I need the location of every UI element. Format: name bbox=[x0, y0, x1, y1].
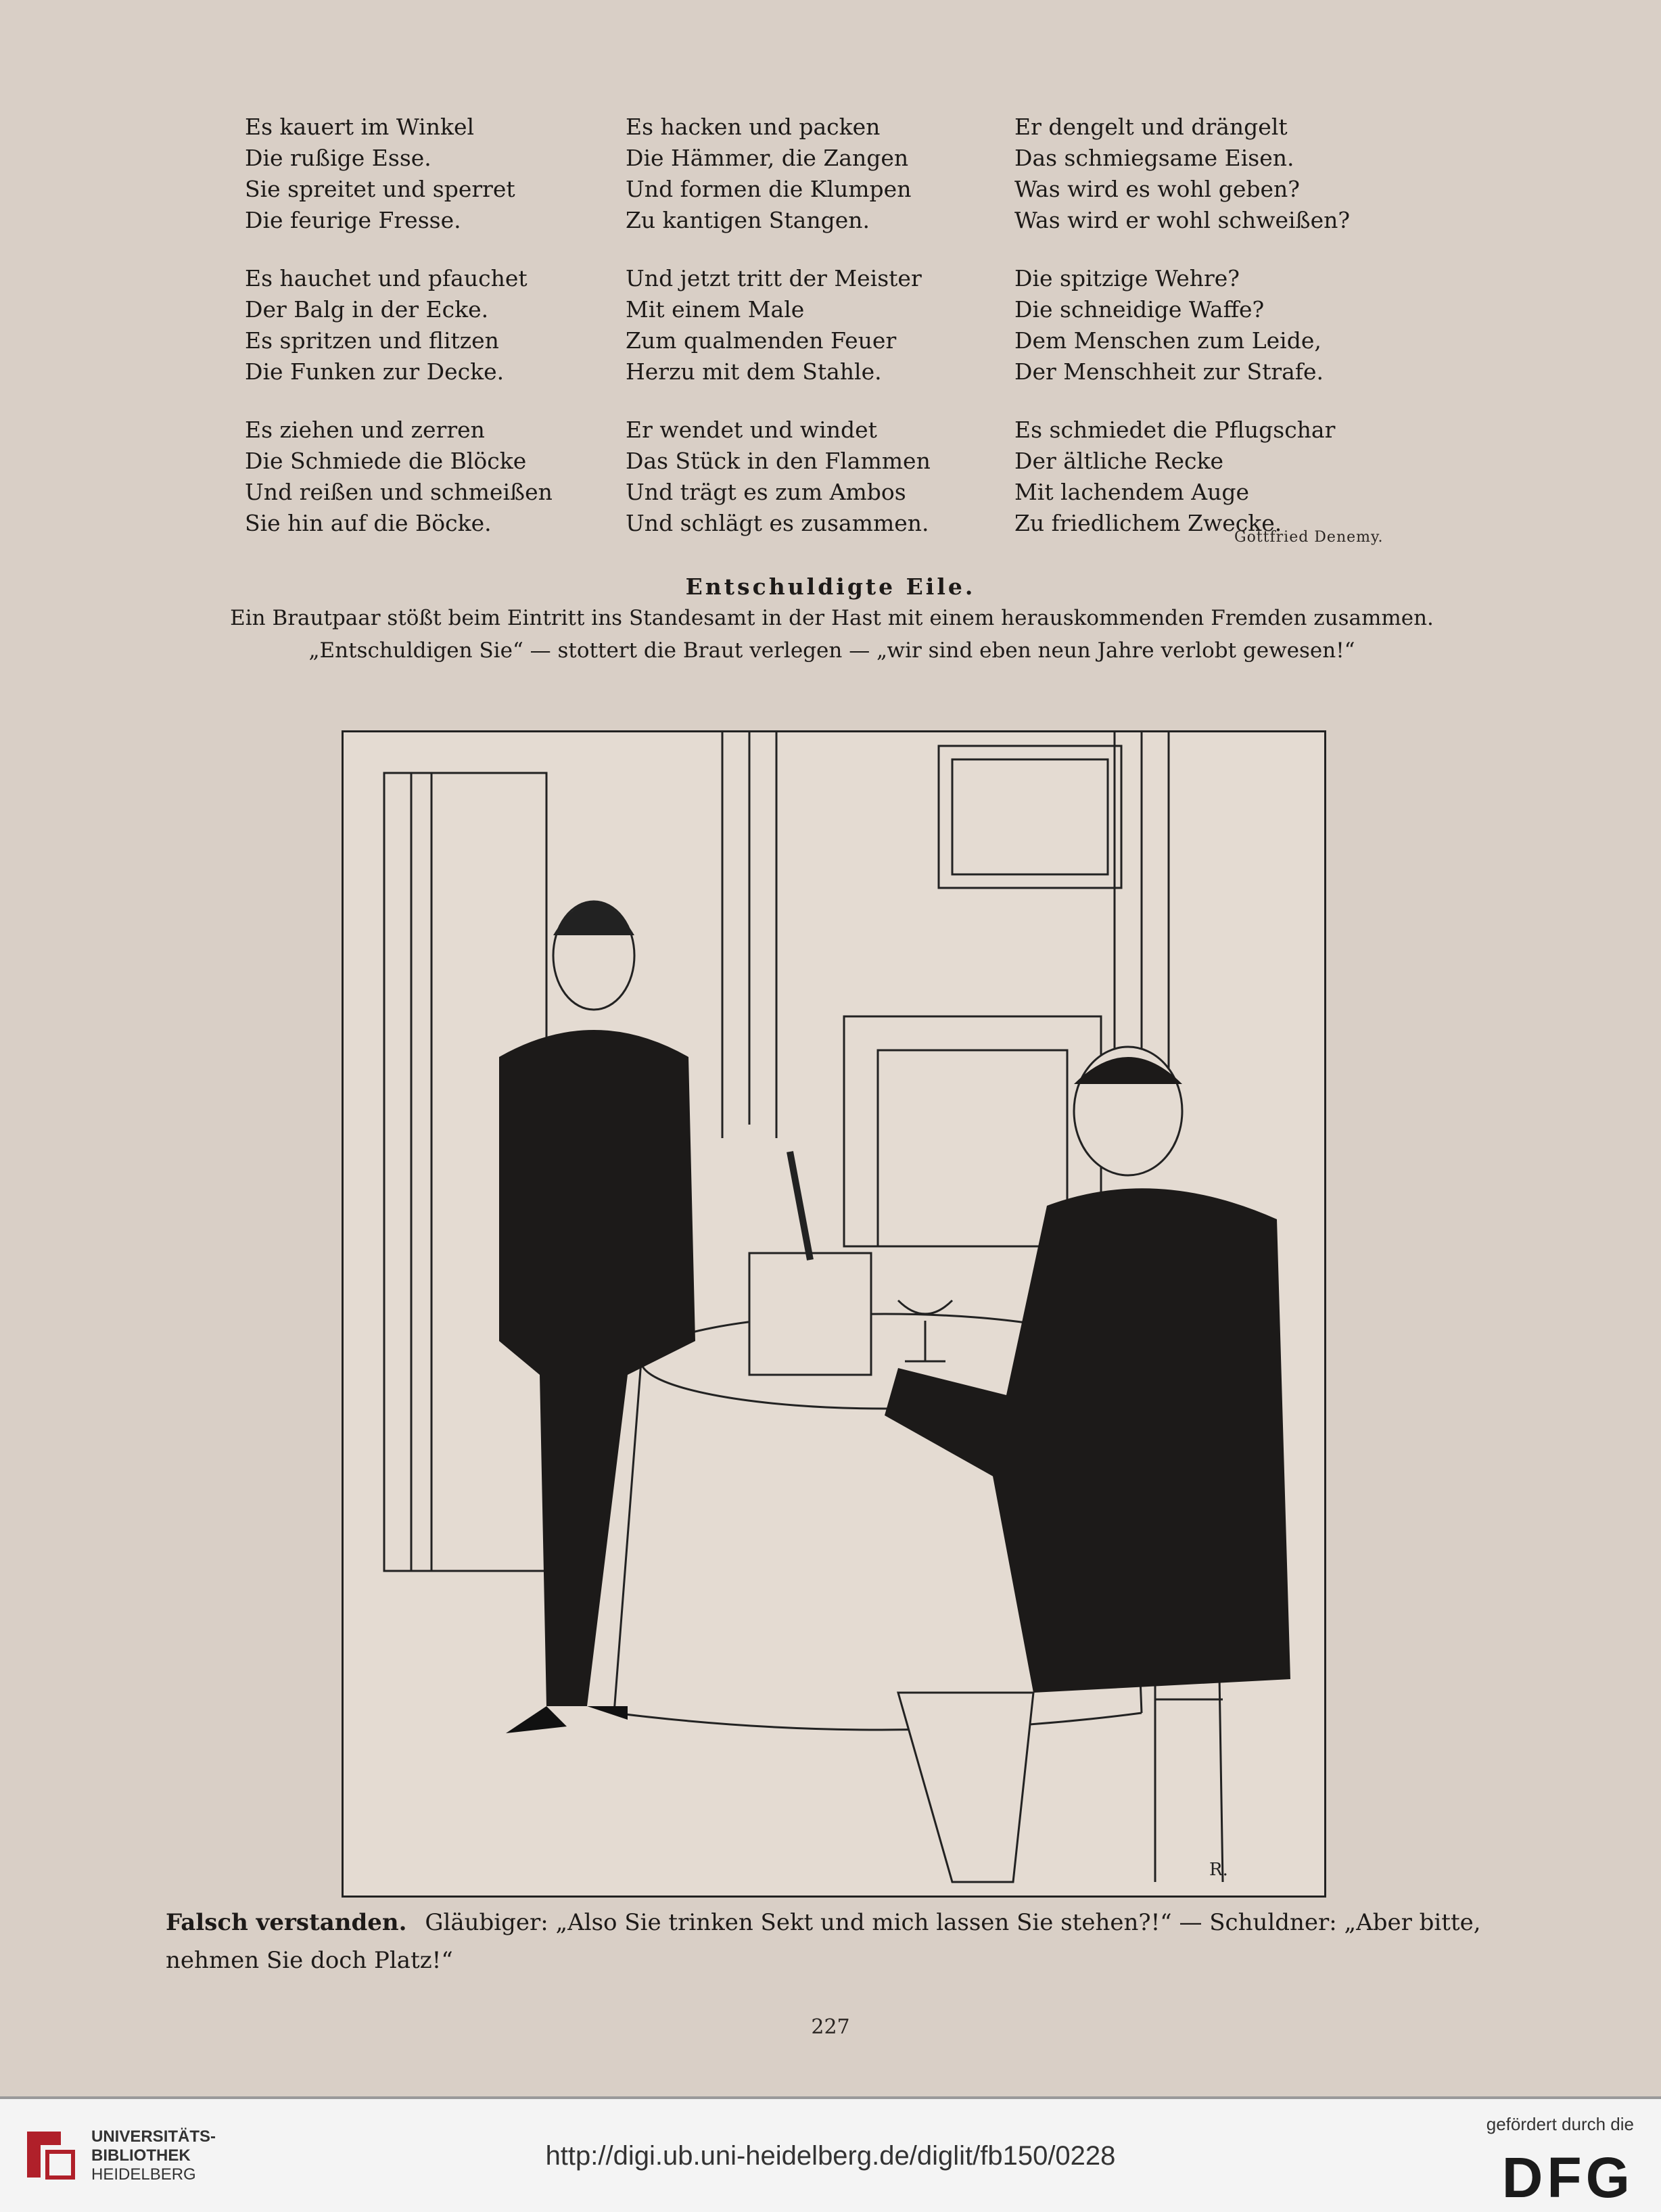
poem-line: Und reißen und schmeißen bbox=[245, 479, 553, 505]
library-name-line: UNIVERSITÄTS- bbox=[91, 2127, 216, 2146]
poem-stanza bbox=[626, 263, 931, 387]
library-name-line: HEIDELBERG bbox=[91, 2165, 196, 2184]
poem-line: Der Balg in der Ecke. bbox=[245, 296, 489, 323]
caption-lead: Falsch verstanden. bbox=[166, 1909, 407, 1936]
poem-stanza bbox=[1014, 263, 1350, 387]
poem-line: Die Funken zur Decke. bbox=[245, 358, 505, 385]
poem-line: Mit einem Male bbox=[626, 296, 805, 323]
poem-line: Zu kantigen Stangen. bbox=[626, 207, 870, 233]
poem-line: Es ziehen und zerren bbox=[245, 417, 485, 443]
poem-stanza bbox=[245, 415, 553, 539]
champagne-bucket bbox=[749, 1253, 871, 1375]
poem-line: Die Hämmer, die Zangen bbox=[626, 145, 909, 171]
poem-line: Was wird es wohl geben? bbox=[1014, 176, 1300, 202]
viewer-footer bbox=[0, 2096, 1661, 2212]
poem-line: Herzu mit dem Stahle. bbox=[626, 358, 882, 385]
poem-line: Der ältliche Recke bbox=[1014, 448, 1223, 474]
permalink-url[interactable]: http://digi.ub.uni-heidelberg.de/diglit/fb150/0228 bbox=[545, 2141, 1116, 2171]
poem-line: Es hacken und packen bbox=[626, 114, 881, 140]
seated-man bbox=[885, 1047, 1290, 1882]
poem-line: Und formen die Klumpen bbox=[626, 176, 912, 202]
poem-column-1 bbox=[245, 112, 553, 566]
poem-line: Dem Menschen zum Leide, bbox=[1014, 327, 1321, 354]
poem-line: Mit lachendem Auge bbox=[1014, 479, 1250, 505]
poem-column-3 bbox=[1014, 112, 1350, 566]
poem-line: Sie hin auf die Böcke. bbox=[245, 510, 492, 536]
dfg-logo: DFG bbox=[1501, 2146, 1634, 2209]
caption-text: Gläubiger: „Also Sie trinken Sekt und mich lassen Sie stehen?!“ — Schuldner: „Aber bitte, nehmen Sie doch Platz!“ bbox=[166, 1909, 1481, 1974]
anecdote-text: Ein Brautpaar stößt beim Eintritt ins Standesamt in der Hast mit einem herauskommenden Fremden zusammen. „Entschuldigen Sie“ — stottert die Braut verlegen — „wir sind eben neun Jahre verlobt gewesen!“ bbox=[230, 606, 1434, 663]
poem-stanza bbox=[245, 112, 553, 236]
poem-line: Er wendet und windet bbox=[626, 417, 877, 443]
cartoon-caption bbox=[166, 1904, 1532, 1979]
poem-column-2 bbox=[626, 112, 931, 566]
cartoon-illustration bbox=[342, 730, 1326, 1898]
poem-author: Gottfried Denemy. bbox=[1234, 529, 1384, 546]
poem-line: Die feurige Fresse. bbox=[245, 207, 461, 233]
poem-line: Die spitzige Wehre? bbox=[1014, 265, 1240, 291]
poem-line: Das schmiegsame Eisen. bbox=[1014, 145, 1294, 171]
poem-line: Er dengelt und drängelt bbox=[1014, 114, 1288, 140]
poem-line: Und schlägt es zusammen. bbox=[626, 510, 929, 536]
anecdote-title: Entschuldigte Eile. bbox=[685, 573, 976, 600]
poem-line: Zu friedlichem Zwecke. bbox=[1014, 510, 1282, 536]
poem-line: Und trägt es zum Ambos bbox=[626, 479, 906, 505]
cartoon-drawing bbox=[344, 732, 1324, 1896]
poem-line: Die schneidige Waffe? bbox=[1014, 296, 1265, 323]
poem-line: Es spritzen und flitzen bbox=[245, 327, 499, 354]
poem-line: Die Schmiede die Blöcke bbox=[245, 448, 527, 474]
poem-line: Sie spreitet und sperret bbox=[245, 176, 515, 202]
poem-stanza bbox=[1014, 112, 1350, 236]
page-number: 227 bbox=[811, 2015, 850, 2039]
poem-stanza bbox=[626, 415, 931, 539]
library-name-line: BIBLIOTHEK bbox=[91, 2146, 191, 2165]
standing-man bbox=[499, 901, 695, 1733]
artist-signature: R. bbox=[1209, 1860, 1228, 1880]
poem-line: Es hauchet und pfauchet bbox=[245, 265, 528, 291]
funder-label: gefördert durch die bbox=[1486, 2114, 1634, 2134]
poem-stanza bbox=[245, 263, 553, 387]
poem-line: Und jetzt tritt der Meister bbox=[626, 265, 922, 291]
poem-line: Es schmiedet die Pflugschar bbox=[1014, 417, 1336, 443]
poem-stanza bbox=[1014, 415, 1350, 539]
poem-stanza bbox=[626, 112, 931, 236]
poem-line: Was wird er wohl schweißen? bbox=[1014, 207, 1351, 233]
poem-line: Der Menschheit zur Strafe. bbox=[1014, 358, 1324, 385]
poem-line: Die rußige Esse. bbox=[245, 145, 431, 171]
poem-line: Es kauert im Winkel bbox=[245, 114, 475, 140]
poem-line: Zum qualmenden Feuer bbox=[626, 327, 897, 354]
poem-line: Das Stück in den Flammen bbox=[626, 448, 931, 474]
wall-painting bbox=[939, 746, 1121, 888]
